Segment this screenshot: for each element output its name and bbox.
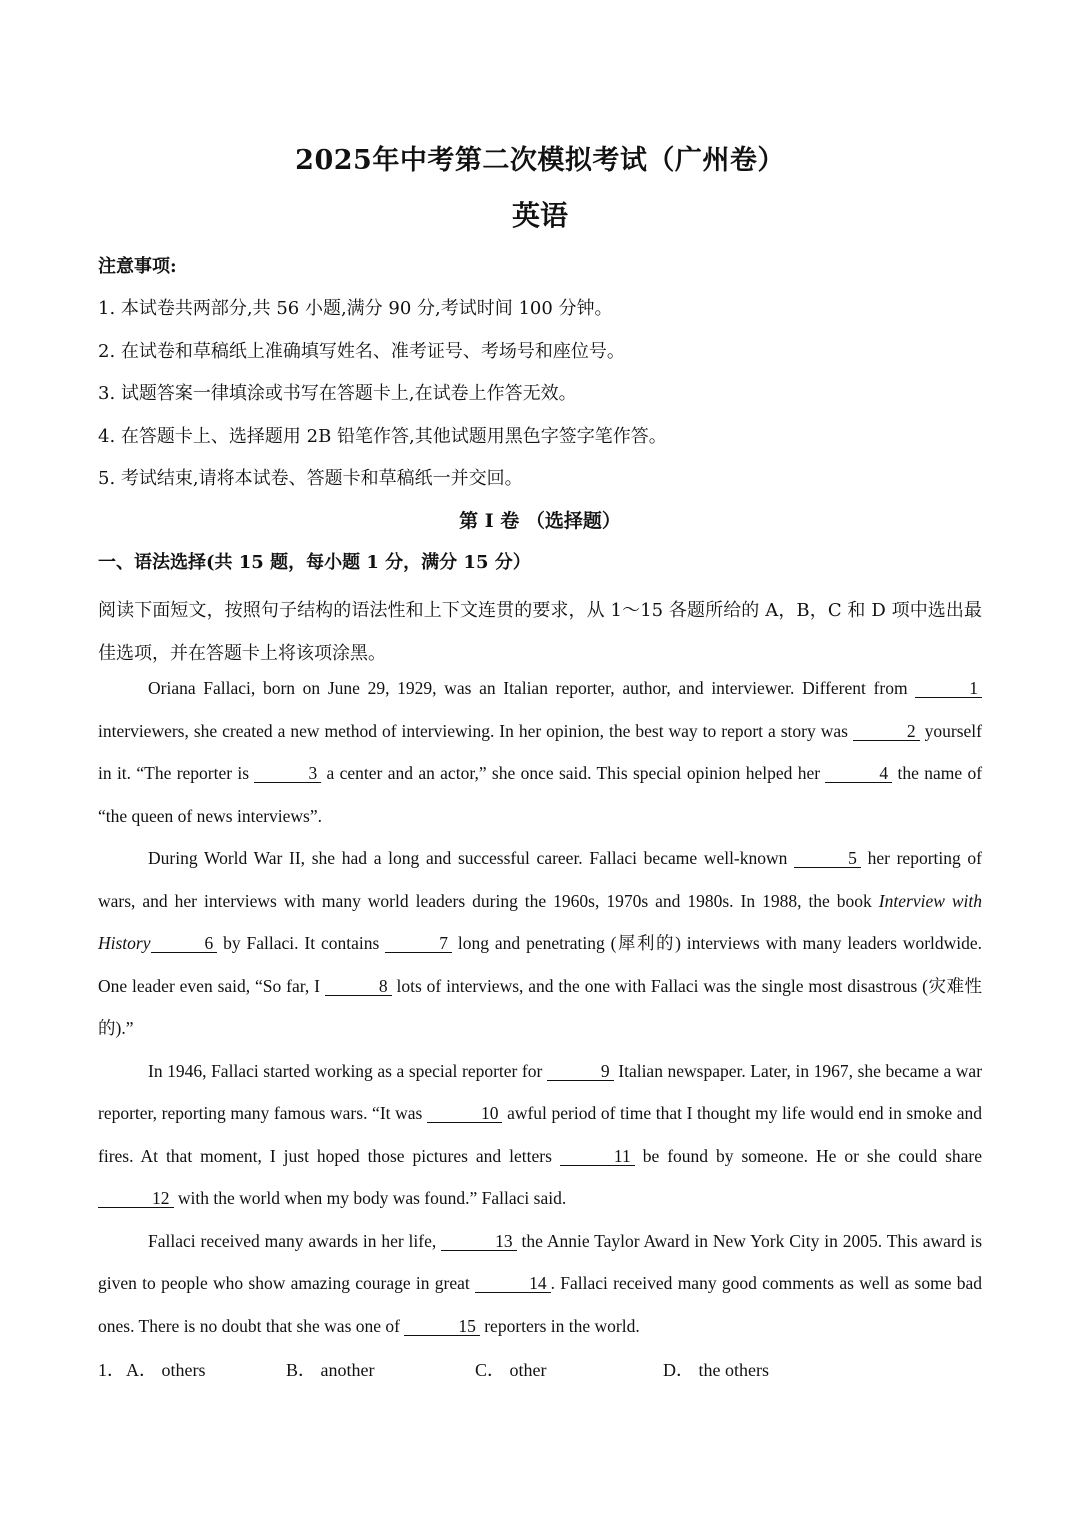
blank-1: 1 bbox=[915, 679, 982, 698]
notice-item: 4. 在答题卡上、选择题用 2B 铅笔作答,其他试题用黑色字签字笔作答。 bbox=[98, 426, 667, 447]
option-b[interactable]: B． another bbox=[286, 1360, 375, 1380]
passage-paragraph-4: Fallaci received many awards in her life, 13 the Annie Taylor Award in New York City in 2005. This award is given to people who show amazing courage in great 14 . Fallaci received many good comments as well as some bad ones. There is no doubt that she was one of 15 reporters in the world. bbox=[98, 1230, 983, 1336]
exam-title: 2025年中考第二次模拟考试（广州卷） bbox=[295, 145, 785, 176]
option-a[interactable]: A． others bbox=[126, 1360, 206, 1380]
notice-item: 5. 考试结束,请将本试卷、答题卡和草稿纸一并交回。 bbox=[98, 468, 523, 489]
blank-14: 14 bbox=[475, 1274, 551, 1293]
option-d[interactable]: D． the others bbox=[663, 1360, 769, 1380]
passage-paragraph-1: Oriana Fallaci, born on June 29, 1929, was an Italian reporter, author, and interviewer. Different from 1 interviewers, she created a new method of interviewing. In her opinion, the best way to report a story was 2 yourself in it. “The reporter is 3 a center and an actor,” she once said. This special opinion helped her 4 the name of “the queen of news interviews”. bbox=[98, 678, 983, 826]
passage-paragraph-2: During World War II, she had a long and successful career. Fallaci became well-known 5 her reporting of wars, and her interviews with many world leaders during the 1960s, 1970s and 1980s. In 1988, the book Interview with History 6 by Fallaci. It contains 7 long and penetrating (犀利的) interviews with many leaders worldwide. One leader even said, “So far, I 8 lots of interviews, and the one with Fallaci was the single most disastrous (灾难性的).” bbox=[98, 848, 983, 1038]
notice-item: 1. 本试卷共两部分,共 56 小题,满分 90 分,考试时间 100 分钟。 bbox=[98, 298, 613, 319]
passage-paragraph-3: In 1946, Fallaci started working as a special reporter for 9 Italian newspaper. Later, in 1967, she became a war reporter, reporting many famous wars. “It was 10 awful period of time that I thought my life would end in smoke and fires. At that moment, I just hoped those pictures and letters 11 be found by someone. He or she could share 12 with the world when my body was found.” Fallaci said. bbox=[98, 1060, 983, 1208]
blank-10: 10 bbox=[427, 1104, 503, 1123]
blank-15: 15 bbox=[404, 1317, 480, 1336]
part-heading: 第 I 卷 （选择题） bbox=[459, 510, 621, 532]
book-title: Interview with History bbox=[98, 890, 983, 953]
reading-passage bbox=[98, 667, 982, 1347]
blank-9: 9 bbox=[547, 1062, 614, 1081]
notice-item: 2. 在试卷和草稿纸上准确填写姓名、准考证号、考场号和座位号。 bbox=[98, 341, 625, 362]
section-instruction: 阅读下面短文，按照句子结构的语法性和上下文连贯的要求，从 1～15 各题所给的 A，B，C 和 D 项中选出最佳选项，并在答题卡上将该项涂黑。 bbox=[98, 600, 982, 664]
blank-5: 5 bbox=[794, 849, 861, 868]
subject-title: 英语 bbox=[511, 199, 568, 232]
blank-11: 11 bbox=[560, 1147, 635, 1166]
notice-heading: 注意事项: bbox=[98, 256, 177, 277]
blank-12: 12 bbox=[98, 1189, 174, 1208]
question-1 bbox=[98, 1356, 769, 1382]
blank-7: 7 bbox=[385, 934, 452, 953]
blank-6: 6 bbox=[151, 934, 218, 953]
blank-13: 13 bbox=[441, 1232, 517, 1251]
blank-4: 4 bbox=[825, 764, 892, 783]
question-number: 1． bbox=[98, 1360, 125, 1380]
blank-3: 3 bbox=[254, 764, 321, 783]
option-c[interactable]: C． other bbox=[475, 1360, 547, 1380]
blank-2: 2 bbox=[853, 722, 920, 741]
notice-item: 3. 试题答案一律填涂或书写在答题卡上,在试卷上作答无效。 bbox=[98, 383, 577, 404]
blank-8: 8 bbox=[325, 977, 392, 996]
section-heading: 一、语法选择(共 15 题，每小题 1 分，满分 15 分） bbox=[98, 552, 531, 573]
